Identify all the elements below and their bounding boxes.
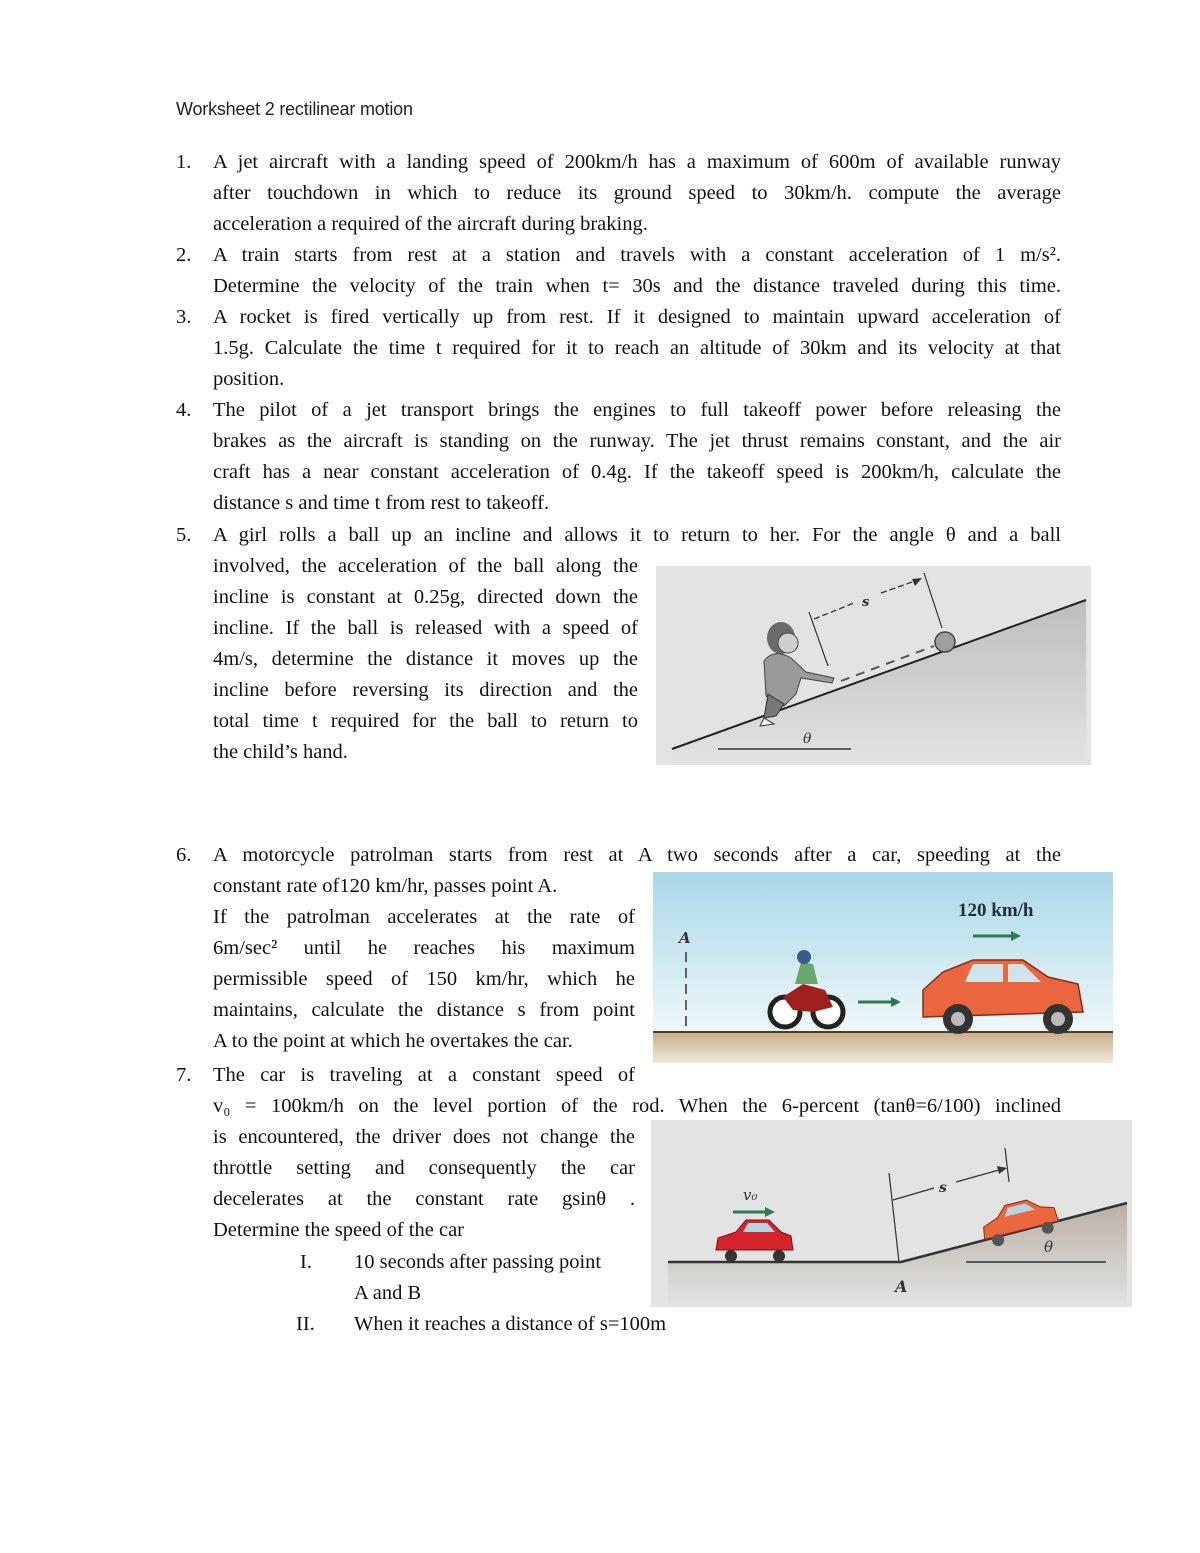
question-line: A train starts from rest at a station and travels with a constant acceleration of 1 m/s². [213, 244, 1061, 266]
figure-car-incline [651, 1120, 1132, 1307]
question-line: Determine the speed of the car [213, 1219, 465, 1241]
question-line: incline before reversing its direction and the [213, 679, 638, 701]
question-line: A girl rolls a ball up an incline and allows it to return to her. For the angle θ and a ball [213, 524, 1061, 546]
question-number: 5. [176, 524, 192, 546]
question-line: the child’s hand. [213, 741, 348, 763]
point-a-label: A [895, 1277, 908, 1296]
red-car-icon [716, 1220, 793, 1262]
question-line: v₀ = 100km/h on the level portion of the rod. When the 6-percent (tanθ=6/100) inclined [213, 1095, 1061, 1117]
ball-icon [935, 632, 955, 652]
question-line: constant rate of120 km/hr, passes point A. [213, 875, 558, 897]
incline-ball-diagram [656, 566, 1091, 765]
question-line: 1.5g. Calculate the time t required for it to reach an altitude of 30km and its velocity at that [213, 337, 1061, 359]
subitem-line: When it reaches a distance of s=100m [354, 1313, 667, 1335]
question-line: throttle setting and consequently the car [213, 1157, 635, 1179]
s-label: s [862, 595, 870, 610]
question-line: involved, the acceleration of the ball along the [213, 555, 638, 577]
question-line: A to the point at which he overtakes the car. [213, 1030, 573, 1052]
question-line: craft has a near constant acceleration of 0.4g. If the takeoff speed is 200km/h, calculate the [213, 461, 1061, 483]
s-label: s [939, 1180, 947, 1196]
question-line: A motorcycle patrolman starts from rest at A two seconds after a car, speeding at the [213, 844, 1061, 866]
question-line: A jet aircraft with a landing speed of 200km/h has a maximum of 600m of available runway [213, 151, 1061, 173]
question-line: decelerates at the constant rate gsinθ . [213, 1188, 635, 1210]
question-line: incline. If the ball is released with a speed of [213, 617, 638, 639]
question-line: incline is constant at 0.25g, directed down the [213, 586, 638, 608]
question-line: 6m/sec² until he reaches his maximum [213, 937, 635, 959]
question-line: distance s and time t from rest to takeoff. [213, 492, 550, 514]
theta-label: θ [1044, 1238, 1054, 1256]
figure-motorcycle-car [653, 872, 1113, 1063]
question-number: 6. [176, 844, 192, 866]
subitem-line: A and B [354, 1282, 422, 1304]
point-a-label: A [679, 929, 691, 947]
question-line: is encountered, the driver does not change the [213, 1126, 635, 1148]
subitem-number: II. [296, 1313, 315, 1335]
question-line: The pilot of a jet transport brings the engines to full takeoff power before releasing the [213, 399, 1061, 421]
question-line: If the patrolman accelerates at the rate of [213, 906, 635, 928]
question-line: after touchdown in which to reduce its ground speed to 30km/h. compute the average [213, 182, 1061, 204]
question-line: acceleration a required of the aircraft during braking. [213, 213, 648, 235]
question-line: maintains, calculate the distance s from point [213, 999, 635, 1021]
question-number: 4. [176, 399, 192, 421]
v0-label: v₀ [743, 1186, 758, 1204]
figure-incline-ball [656, 566, 1091, 765]
question-line: brakes as the aircraft is standing on the runway. The jet thrust remains constant, and the air [213, 430, 1061, 452]
question-line: A rocket is fired vertically up from rest. If it designed to maintain upward acceleration of [213, 306, 1061, 328]
question-number: 7. [176, 1064, 192, 1086]
question-line: Determine the velocity of the train when t= 30s and the distance traveled during this time. [213, 275, 1061, 297]
question-1 [176, 147, 1061, 242]
question-number: 2. [176, 244, 192, 266]
car-incline-diagram [651, 1120, 1132, 1307]
question-line: position. [213, 368, 285, 390]
subitem-line: 10 seconds after passing point [354, 1251, 602, 1273]
subitem-number: I. [300, 1251, 312, 1273]
question-number: 1. [176, 151, 192, 173]
theta-label: θ [803, 731, 812, 747]
question-line: 4m/s, determine the distance it moves up the [213, 648, 638, 670]
question-line: total time t required for the ball to return to [213, 710, 638, 732]
speed-label: 120 km/h [958, 900, 1034, 921]
question-2 [176, 240, 1061, 304]
worksheet-title: Worksheet 2 rectilinear motion [176, 99, 413, 119]
question-line: The car is traveling at a constant speed of [213, 1064, 635, 1086]
motorcycle-car-diagram [653, 872, 1113, 1063]
question-3 [176, 302, 1061, 397]
question-4 [176, 395, 1061, 521]
question-number: 3. [176, 306, 192, 328]
question-line: permissible speed of 150 km/hr, which he [213, 968, 635, 990]
